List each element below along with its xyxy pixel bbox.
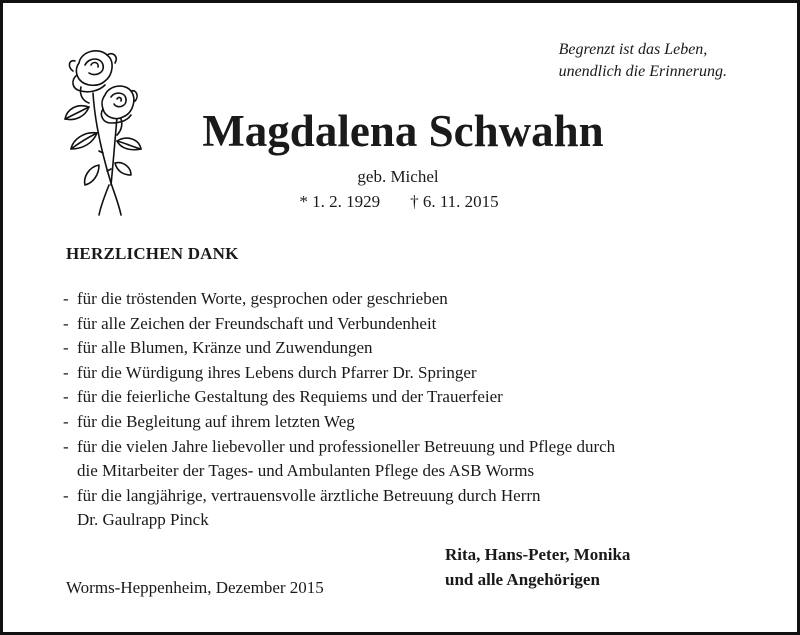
deceased-name: Magdalena Schwahn	[202, 106, 604, 156]
list-item-text: für alle Blumen, Kränze und Zuwendungen	[77, 338, 373, 358]
memorial-quote	[559, 39, 727, 83]
list-item-text: Dr. Gaulrapp Pinck	[77, 510, 209, 530]
list-bullet: -	[63, 485, 69, 505]
list-item-text: für die vielen Jahre liebevoller und professioneller Betreuung und Pflege durch	[77, 436, 616, 456]
list-item-text: für die langjährige, vertrauensvolle ärztliche Betreuung durch Herrn	[77, 485, 541, 505]
list-item-continuation	[63, 508, 615, 533]
list-bullet: -	[63, 289, 69, 308]
thanks-heading: HERZLICHEN DANK	[66, 244, 239, 263]
list-bullet: -	[63, 313, 69, 333]
signature-line: Rita, Hans-Peter, Monika	[445, 545, 631, 564]
list-item-text: für die Begleitung auf ihrem letzten Weg	[77, 411, 355, 431]
list-bullet: -	[63, 387, 69, 407]
thanks-list	[63, 287, 615, 533]
quote-line: unendlich die Erinnerung.	[558, 63, 727, 80]
list-item	[63, 287, 615, 312]
birth-name-text: geb. Michel	[357, 167, 439, 186]
list-item-text: für alle Zeichen der Freundschaft und Verbundenheit	[77, 313, 437, 333]
list-item	[63, 312, 615, 337]
birth-date: * 1. 2. 1929	[299, 192, 381, 211]
list-item	[63, 410, 615, 435]
list-item-text: die Mitarbeiter der Tages- und Ambulanten Pflege des ASB Worms	[77, 461, 535, 481]
signature	[445, 542, 630, 592]
list-bullet: -	[63, 338, 69, 358]
list-item	[63, 435, 615, 460]
list-item	[63, 336, 615, 361]
list-item	[63, 484, 615, 509]
quote-line: Begrenzt ist das Leben,	[558, 41, 708, 58]
death-date: † 6. 11. 2015	[410, 192, 499, 211]
list-bullet: -	[63, 362, 69, 382]
list-item	[63, 361, 615, 386]
list-item-text: für die tröstenden Worte, gesprochen oder geschrieben	[77, 289, 448, 308]
list-item-text: für die feierliche Gestaltung des Requiems und der Trauerfeier	[77, 387, 503, 407]
place-and-date: Worms-Heppenheim, Dezember 2015	[66, 578, 324, 597]
list-item-text: für die Würdigung ihres Lebens durch Pfarrer Dr. Springer	[77, 362, 477, 382]
list-item-continuation	[63, 459, 615, 484]
list-bullet: -	[63, 411, 69, 431]
signature-line: und alle Angehörigen	[445, 570, 600, 589]
list-item	[63, 385, 615, 410]
list-bullet: -	[63, 436, 69, 456]
